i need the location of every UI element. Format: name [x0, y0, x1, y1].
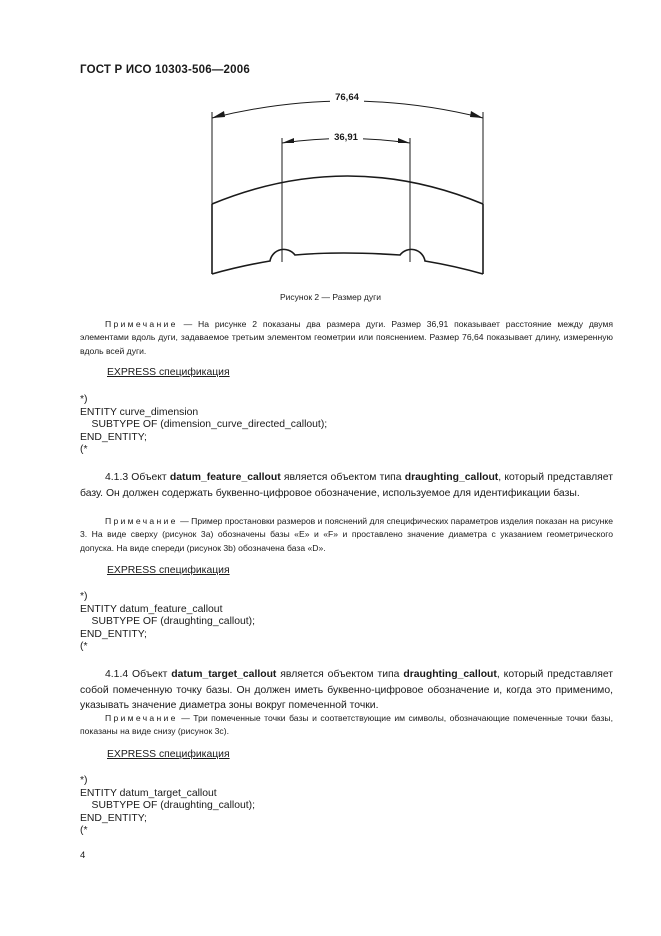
section-4-1-4: [80, 667, 613, 714]
code-close-comment: (*: [80, 444, 88, 456]
code-open-comment: *): [80, 591, 88, 602]
part-top-arc: [212, 176, 483, 204]
outer-arrow-right: [470, 111, 483, 118]
inner-dimension-label: 36,91: [334, 132, 358, 143]
express-code-datum-feature: [80, 591, 255, 654]
document-header: ГОСТ Р ИСО 10303-506—2006: [80, 64, 250, 76]
express-spec-link-datum-target[interactable]: EXPRESS спецификация: [107, 749, 230, 760]
note-text: — На рисунке 2 показаны два размера дуги. Размер 36,91 показывает расстояние между двумя элементами вдоль дуги, задаваемое третьим элементом геометрии или пояснением. Размер 76,64 показывает длину, измеренную вдоль всей дуги.: [80, 319, 614, 356]
code-end-entity-line: END_ENTITY;: [80, 628, 147, 640]
section-lead: 4.1.4 Объект: [105, 669, 168, 680]
express-spec-link-curve-dimension[interactable]: EXPRESS спецификация: [107, 367, 230, 378]
figure-caption: Рисунок 2 — Размер дуги: [279, 292, 381, 302]
express-code-datum-target: [80, 775, 255, 838]
part-bottom-arc-with-notches: [212, 249, 483, 274]
outer-arrow-left: [212, 111, 225, 118]
code-open-comment: *): [80, 394, 88, 405]
code-entity-line: ENTITY datum_feature_callout: [80, 603, 223, 615]
code-open-comment: *): [80, 775, 88, 786]
outer-dimension-label: 76,64: [335, 92, 359, 103]
note-label: Примечание: [105, 713, 178, 723]
note-arc-dimension: [80, 318, 613, 358]
section-lead: 4.1.3 Объект: [105, 472, 167, 483]
note-label: Примечание: [105, 516, 178, 526]
code-end-entity-line: END_ENTITY;: [80, 812, 147, 824]
code-subtype-line: SUBTYPE OF (draughting_callout);: [80, 800, 255, 812]
entity-name: datum_feature_callout: [169, 472, 281, 483]
express-spec-link-datum-feature[interactable]: EXPRESS спецификация: [107, 565, 230, 576]
section-mid: является объектом типа: [280, 669, 400, 680]
section-tail: , который представляет собой помеченную точку базы. Он должен иметь буквенно-цифровое обозначение и, когда это применимо, указывать значение диаметра зоны вокруг помеченной точки.: [80, 669, 614, 712]
express-code-curve-dimension: [80, 394, 327, 457]
note-text: — Три помеченные точки базы и соответствующие им символы, обозначающие помеченные точки базы, показаны на виде снизу (рисунок 3c).: [80, 713, 613, 737]
type-name: draughting_callout: [403, 669, 497, 680]
section-4-1-3: [80, 470, 613, 501]
arc-dimension-figure: [200, 86, 495, 276]
entity-name: datum_target_callout: [171, 669, 277, 680]
code-subtype-line: SUBTYPE OF (dimension_curve_directed_callout);: [80, 419, 328, 431]
code-subtype-line: SUBTYPE OF (draughting_callout);: [80, 616, 255, 628]
note-label: Примечание: [105, 319, 178, 329]
note-datum-target: [80, 712, 613, 739]
code-close-comment: (*: [80, 641, 88, 653]
section-tail: , который представляет базу. Он должен содержать буквенно-цифровое обозначение, используемое для идентификации базы.: [80, 472, 613, 499]
note-text: — Пример простановки размеров и пояснений для специфических параметров изделия показан на рисунке 3. На виде сверху (рисунок 3a) обозначены базы «Е» и «F» и проставлено значение диаметра с указанием геометрического допуска. На виде спереди (рисунок 3b) обозначена база «D».: [80, 516, 614, 553]
type-name: draughting_callout: [404, 472, 499, 483]
outer-dimension-arc: [212, 101, 483, 118]
code-entity-line: ENTITY curve_dimension: [80, 406, 199, 418]
page-number: 4: [80, 850, 86, 861]
code-end-entity-line: END_ENTITY;: [80, 431, 147, 443]
code-entity-line: ENTITY datum_target_callout: [80, 787, 217, 799]
code-close-comment: (*: [80, 825, 88, 837]
section-mid: является объектом типа: [283, 472, 402, 483]
note-datum-feature: [80, 515, 613, 555]
